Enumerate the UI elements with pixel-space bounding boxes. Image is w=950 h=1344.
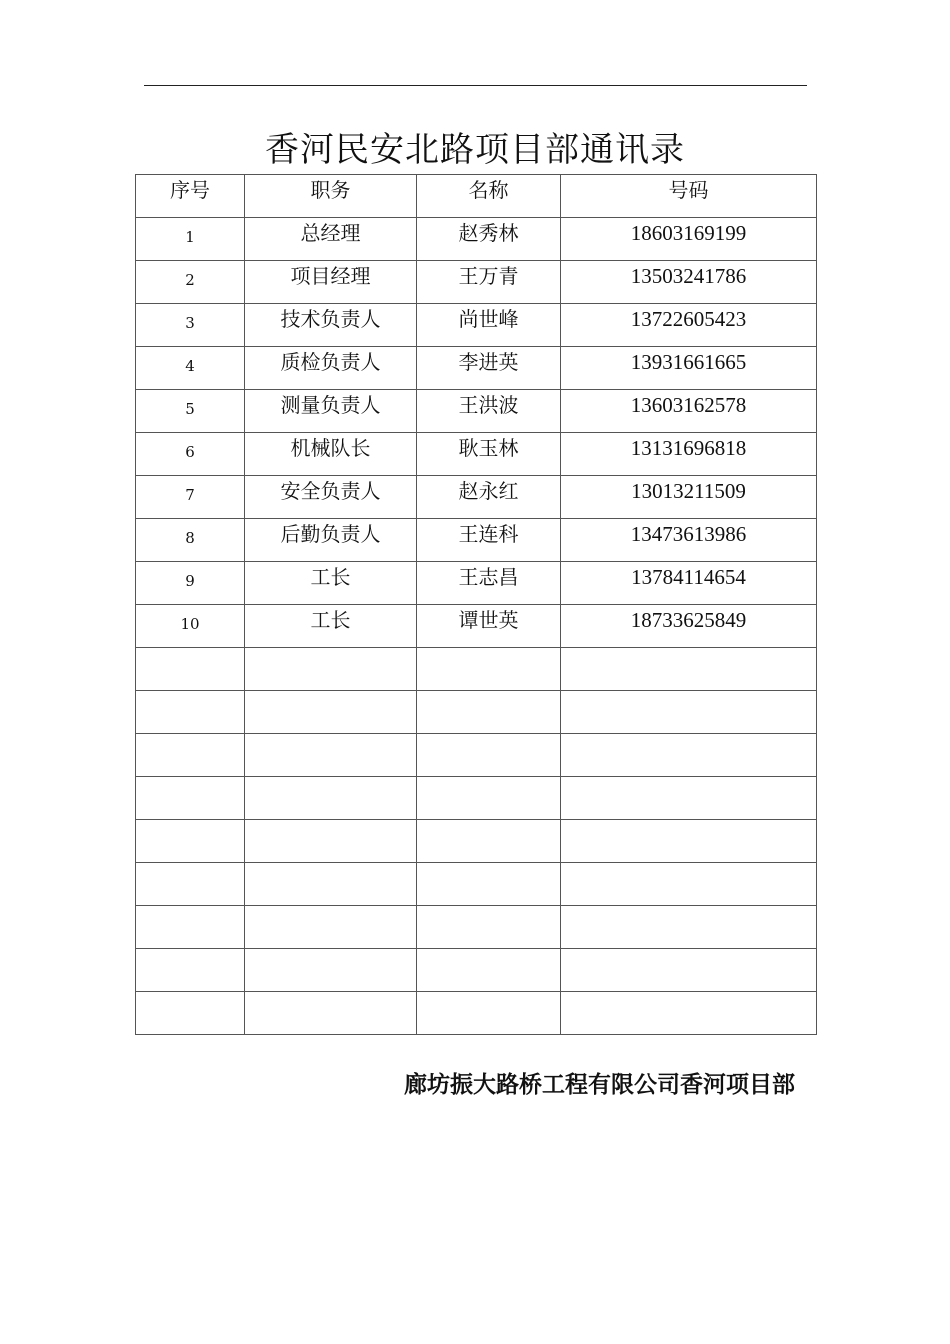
empty-cell — [136, 949, 245, 992]
role-cell: 安全负责人 — [245, 476, 417, 519]
empty-cell — [136, 777, 245, 820]
empty-cell — [417, 777, 561, 820]
header-phone: 号码 — [561, 175, 817, 218]
header-seq: 序号 — [136, 175, 245, 218]
empty-cell — [245, 863, 417, 906]
company-signature: 廊坊振大路桥工程有限公司香河项目部 — [404, 1072, 795, 1098]
empty-table-row — [136, 648, 817, 691]
empty-cell — [417, 820, 561, 863]
role-cell: 测量负责人 — [245, 390, 417, 433]
empty-cell — [136, 863, 245, 906]
empty-cell — [561, 777, 817, 820]
empty-table-row — [136, 863, 817, 906]
phone-cell: 13784114654 — [561, 562, 817, 605]
empty-cell — [136, 820, 245, 863]
seq-cell: 3 — [136, 304, 245, 347]
empty-cell — [245, 777, 417, 820]
name-cell: 赵秀林 — [417, 218, 561, 261]
phone-cell: 13931661665 — [561, 347, 817, 390]
table-row — [136, 261, 817, 304]
phone-cell: 18733625849 — [561, 605, 817, 648]
seq-cell: 4 — [136, 347, 245, 390]
empty-cell — [561, 906, 817, 949]
table-header-row — [136, 175, 817, 218]
table-row — [136, 519, 817, 562]
role-cell: 总经理 — [245, 218, 417, 261]
empty-table-row — [136, 906, 817, 949]
empty-cell — [561, 949, 817, 992]
empty-cell — [561, 691, 817, 734]
table-row — [136, 218, 817, 261]
table-row — [136, 390, 817, 433]
name-cell: 李进英 — [417, 347, 561, 390]
name-cell: 耿玉林 — [417, 433, 561, 476]
role-cell: 机械队长 — [245, 433, 417, 476]
empty-cell — [136, 992, 245, 1035]
role-cell: 工长 — [245, 605, 417, 648]
phone-cell: 13503241786 — [561, 261, 817, 304]
empty-table-row — [136, 777, 817, 820]
page-title: 香河民安北路项目部通讯录 — [265, 130, 685, 170]
empty-cell — [417, 992, 561, 1035]
table-row — [136, 433, 817, 476]
header-role: 职务 — [245, 175, 417, 218]
empty-cell — [417, 863, 561, 906]
role-cell: 质检负责人 — [245, 347, 417, 390]
phone-cell: 13473613986 — [561, 519, 817, 562]
empty-cell — [561, 992, 817, 1035]
name-cell: 赵永红 — [417, 476, 561, 519]
name-cell: 王万青 — [417, 261, 561, 304]
role-cell: 技术负责人 — [245, 304, 417, 347]
empty-cell — [561, 734, 817, 777]
name-cell: 王洪波 — [417, 390, 561, 433]
header-name: 名称 — [417, 175, 561, 218]
seq-cell: 6 — [136, 433, 245, 476]
phone-cell: 13722605423 — [561, 304, 817, 347]
table-row — [136, 304, 817, 347]
seq-cell: 8 — [136, 519, 245, 562]
seq-cell: 1 — [136, 218, 245, 261]
seq-cell: 7 — [136, 476, 245, 519]
name-cell: 王志昌 — [417, 562, 561, 605]
empty-table-row — [136, 820, 817, 863]
empty-cell — [417, 949, 561, 992]
table-row — [136, 562, 817, 605]
empty-cell — [245, 820, 417, 863]
table-body — [136, 218, 817, 1035]
empty-cell — [417, 734, 561, 777]
empty-table-row — [136, 992, 817, 1035]
empty-cell — [561, 820, 817, 863]
phone-cell: 13013211509 — [561, 476, 817, 519]
empty-cell — [136, 648, 245, 691]
empty-cell — [417, 906, 561, 949]
seq-cell: 2 — [136, 261, 245, 304]
table-row — [136, 605, 817, 648]
empty-cell — [417, 648, 561, 691]
empty-cell — [136, 734, 245, 777]
empty-cell — [561, 648, 817, 691]
empty-cell — [245, 906, 417, 949]
empty-table-row — [136, 734, 817, 777]
role-cell: 项目经理 — [245, 261, 417, 304]
phone-cell: 13603162578 — [561, 390, 817, 433]
empty-cell — [417, 691, 561, 734]
name-cell: 谭世英 — [417, 605, 561, 648]
contact-table — [135, 174, 817, 1035]
seq-cell: 10 — [136, 605, 245, 648]
table-row — [136, 347, 817, 390]
empty-cell — [245, 648, 417, 691]
header-rule — [144, 85, 807, 86]
empty-cell — [136, 691, 245, 734]
phone-cell: 18603169199 — [561, 218, 817, 261]
role-cell: 后勤负责人 — [245, 519, 417, 562]
name-cell: 尚世峰 — [417, 304, 561, 347]
empty-cell — [245, 949, 417, 992]
seq-cell: 5 — [136, 390, 245, 433]
role-cell: 工长 — [245, 562, 417, 605]
empty-cell — [136, 906, 245, 949]
table-row — [136, 476, 817, 519]
empty-cell — [245, 734, 417, 777]
phone-cell: 13131696818 — [561, 433, 817, 476]
empty-cell — [245, 992, 417, 1035]
name-cell: 王连科 — [417, 519, 561, 562]
empty-table-row — [136, 949, 817, 992]
empty-cell — [245, 691, 417, 734]
seq-cell: 9 — [136, 562, 245, 605]
empty-cell — [561, 863, 817, 906]
empty-table-row — [136, 691, 817, 734]
